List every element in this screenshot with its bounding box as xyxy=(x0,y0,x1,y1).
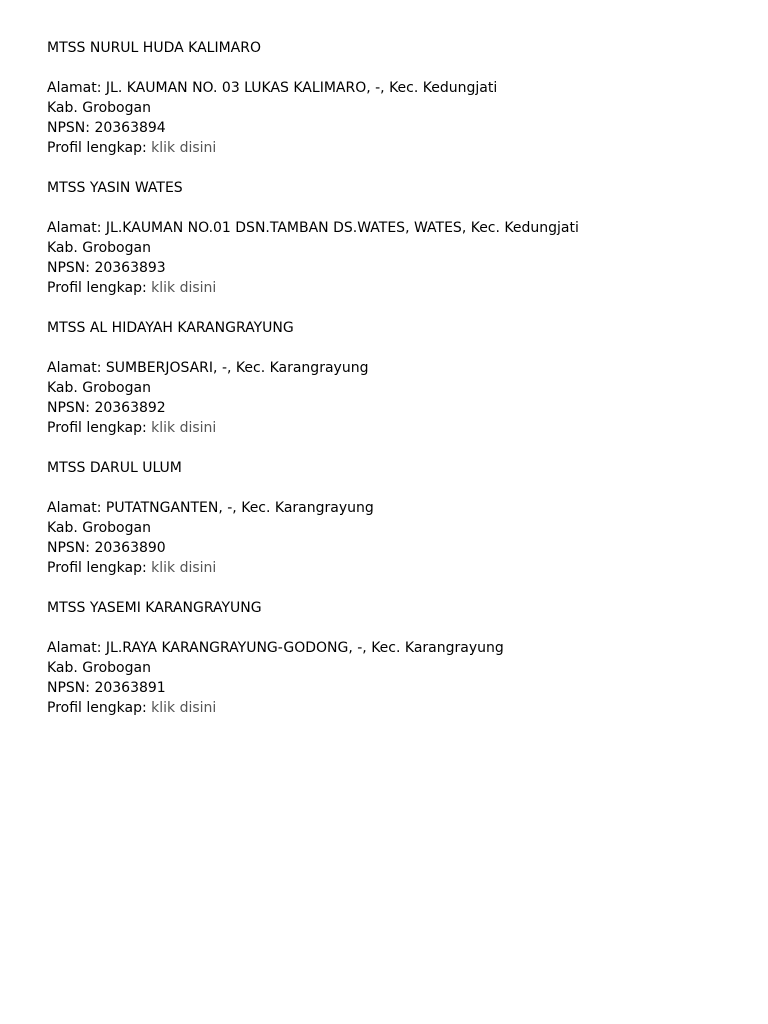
npsn-value: 20363892 xyxy=(94,400,166,416)
address-label: Alamat: xyxy=(47,360,102,376)
regency-line: Kab. Grobogan xyxy=(47,240,151,256)
school-name: MTSS AL HIDAYAH KARANGRAYUNG xyxy=(47,320,294,336)
address-label: Alamat: xyxy=(47,500,102,516)
school-name: MTSS NURUL HUDA KALIMARO xyxy=(47,40,261,56)
address-line xyxy=(47,218,748,238)
npsn-value: 20363891 xyxy=(94,680,166,696)
profile-line xyxy=(47,138,748,158)
npsn-line xyxy=(47,538,748,558)
school-entry xyxy=(47,458,748,578)
profile-link[interactable]: klik disini xyxy=(151,560,217,576)
npsn-line xyxy=(47,258,748,278)
regency-line: Kab. Grobogan xyxy=(47,380,151,396)
school-entry xyxy=(47,318,748,438)
profile-label: Profil lengkap: xyxy=(47,140,147,156)
npsn-value: 20363893 xyxy=(94,260,166,276)
school-name: MTSS YASEMI KARANGRAYUNG xyxy=(47,600,262,616)
npsn-label: NPSN: xyxy=(47,680,90,696)
profile-link[interactable]: klik disini xyxy=(151,280,217,296)
npsn-value: 20363894 xyxy=(94,120,166,136)
regency-line: Kab. Grobogan xyxy=(47,660,151,676)
profile-line xyxy=(47,558,748,578)
school-name: MTSS DARUL ULUM xyxy=(47,460,182,476)
school-name: MTSS YASIN WATES xyxy=(47,180,183,196)
school-entry xyxy=(47,178,748,298)
npsn-line xyxy=(47,398,748,418)
profile-label: Profil lengkap: xyxy=(47,280,147,296)
npsn-line xyxy=(47,678,748,698)
profile-link[interactable]: klik disini xyxy=(151,140,217,156)
profile-link[interactable]: klik disini xyxy=(151,700,217,716)
school-entry xyxy=(47,38,748,158)
address-value: SUMBERJOSARI, -, Kec. Karangrayung xyxy=(105,360,369,376)
npsn-label: NPSN: xyxy=(47,120,90,136)
school-list xyxy=(47,38,748,738)
address-value: PUTATNGANTEN, -, Kec. Karangrayung xyxy=(105,500,374,516)
address-label: Alamat: xyxy=(47,80,102,96)
address-value: JL.RAYA KARANGRAYUNG-GODONG, -, Kec. Karangrayung xyxy=(105,640,504,656)
npsn-label: NPSN: xyxy=(47,400,90,416)
address-line xyxy=(47,638,748,658)
address-label: Alamat: xyxy=(47,640,102,656)
address-line xyxy=(47,78,748,98)
npsn-line xyxy=(47,118,748,138)
profile-line xyxy=(47,418,748,438)
profile-link[interactable]: klik disini xyxy=(151,420,217,436)
profile-label: Profil lengkap: xyxy=(47,420,147,436)
regency-line: Kab. Grobogan xyxy=(47,520,151,536)
profile-label: Profil lengkap: xyxy=(47,560,147,576)
address-line xyxy=(47,358,748,378)
profile-line xyxy=(47,278,748,298)
regency-line: Kab. Grobogan xyxy=(47,100,151,116)
school-entry xyxy=(47,598,748,718)
address-value: JL. KAUMAN NO. 03 LUKAS KALIMARO, -, Kec. Kedungjati xyxy=(105,80,498,96)
address-label: Alamat: xyxy=(47,220,102,236)
npsn-label: NPSN: xyxy=(47,540,90,556)
address-line xyxy=(47,498,748,518)
npsn-value: 20363890 xyxy=(94,540,166,556)
profile-label: Profil lengkap: xyxy=(47,700,147,716)
npsn-label: NPSN: xyxy=(47,260,90,276)
profile-line xyxy=(47,698,748,718)
address-value: JL.KAUMAN NO.01 DSN.TAMBAN DS.WATES, WATES, Kec. Kedungjati xyxy=(105,220,579,236)
